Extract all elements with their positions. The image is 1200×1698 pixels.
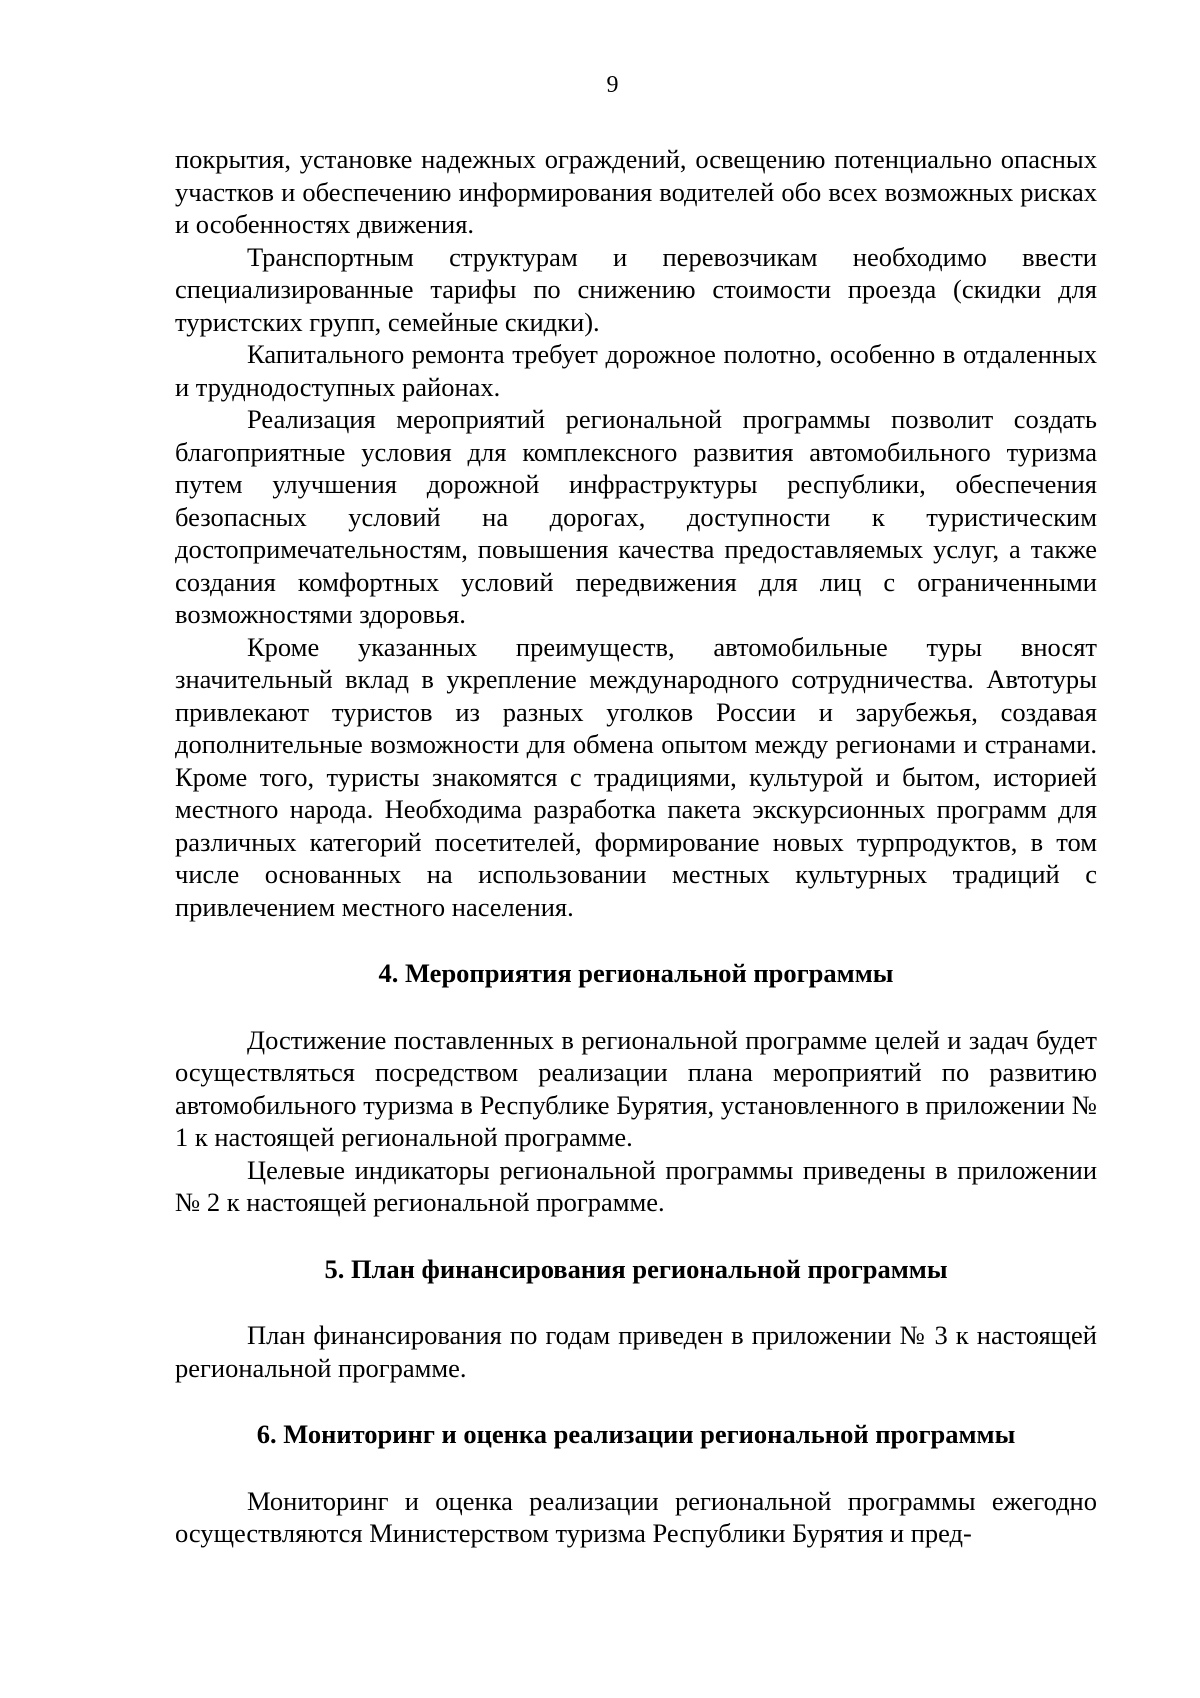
paragraph: Кроме указанных преимуществ, автомобильные туры вносят значительный вклад в укрепление международного сотрудничества. Автотуры привлекают туристов из разных уголков России и зарубежья, создавая дополнительные возможности для обмена опытом между регионами и странами. Кроме того, туристы знакомятся с традициями, культурой и бытом, историей местного народа. Необходима разработка пакета экскурсионных программ для различных категорий посетителей, формирование новых турпродуктов, в том числе основанных на использовании местных культурных традиций с привлечением местного населения.: [175, 631, 1097, 922]
paragraph: Реализация мероприятий региональной программы позволит создать благоприятные условия для комплексного развития автомобильного туризма путем улучшения дорожной инфраструктуры республики, обеспечения безопасных условий на дорогах, доступности к туристическим достопримечательностям, повышения качества предоставляемых услуг, а также создания комфортных условий передвижения для лиц с ограниченными возможностями здоровья.: [175, 404, 1097, 629]
paragraph: Капитального ремонта требует дорожное полотно, особенно в отдаленных и труднодоступных районах.: [175, 339, 1097, 402]
section-heading: 4. Мероприятия региональной программы: [378, 958, 894, 988]
paragraph: покрытия, установке надежных ограждений, освещению потенциально опасных участков и обеспечению информирования водителей обо всех возможных рисках и особенностях движения.: [175, 144, 1097, 239]
text-body: [175, 143, 1097, 1550]
paragraph: Достижение поставленных в региональной программе целей и задач будет осуществляться посредством реализации плана мероприятий по развитию автомобильного туризма в Республике Бурятия, установленного в приложении № 1 к настоящей региональной программе.: [175, 1024, 1097, 1152]
page-number: 9: [606, 72, 619, 98]
paragraph: Целевые индикаторы региональной программы приведены в приложении № 2 к настоящей региональной программе.: [175, 1154, 1097, 1217]
paragraph: План финансирования по годам приведен в приложении № 3 к настоящей региональной программе.: [175, 1320, 1097, 1383]
paragraph: Мониторинг и оценка реализации региональной программы ежегодно осуществляются Министерством туризма Республики Бурятия и пред-: [175, 1485, 1097, 1548]
paragraph: Транспортным структурам и перевозчикам необходимо ввести специализированные тарифы по снижению стоимости проезда (скидки для туристских групп, семейные скидки).: [175, 241, 1097, 337]
section-heading: 5. План финансирования региональной программы: [324, 1253, 948, 1284]
section-heading: 6. Мониторинг и оценка реализации региональной программы: [256, 1419, 1016, 1449]
